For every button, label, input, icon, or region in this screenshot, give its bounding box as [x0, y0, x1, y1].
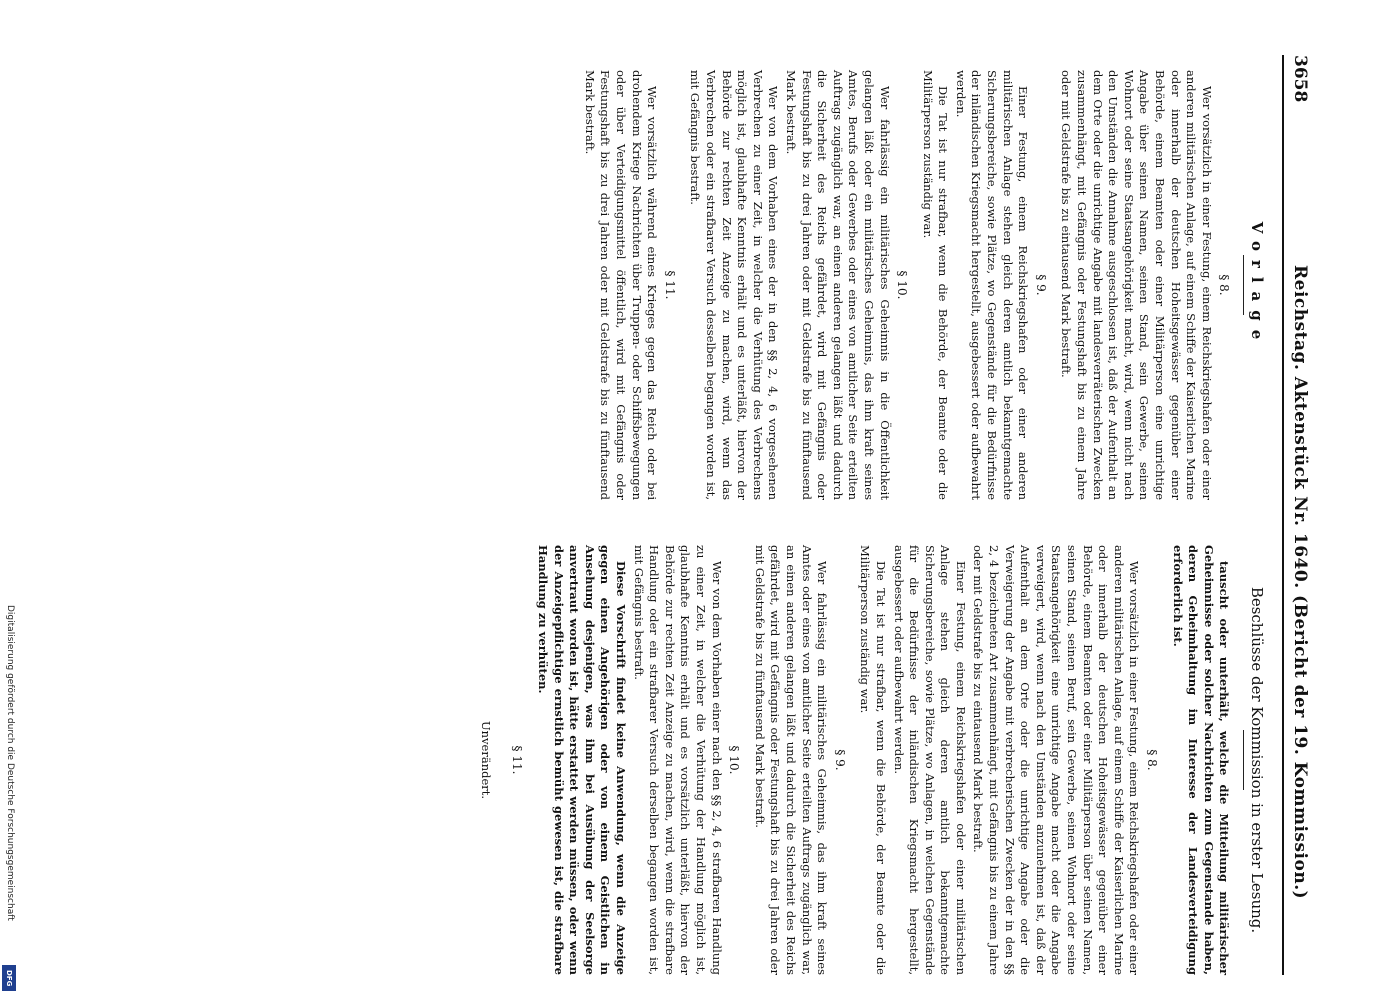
- column-rule: [1243, 730, 1244, 790]
- section-10-paragraph: Wer von dem Vorhaben einer nach den §§ 2, 4, 6 strafbaren Handlung zu einer Zeit, in welcher die Verhütung der Handlung möglich ist, glaubhafte Kenntnis erhält und es vorsätzlich unterläßt, hiervon der Behörde zur rechten Zeit Anzeige zu machen, wird, wenn die strafbare Handlung oder ein strafbarer Versuch derselben begangen worden ist, mit Gefängnis bestraft.: [631, 545, 724, 975]
- page-number: 3658: [1290, 55, 1310, 103]
- section-9-paragraph: Einer Festung, einem Reichskriegshafen oder einer anderen militärischen Anlage stehen gleich deren amtlich bekanntgemachte Sicherungsbereiche, sowie Plätze, wo Gegenstände für die Bedürfnisse der inländischen Kriegsmacht hergestellt, ausgebessert oder aufbewahrt werden.: [953, 70, 1031, 500]
- section-11-paragraph: Wer vorsätzlich während eines Krieges gegen das Reich oder bei drohendem Kriege Nachrichten über Truppen- oder Schiffsbewegungen oder über Verteidigungsmittel öffentlich, wird mit Gefängnis oder Festungshaft bis zu drei Jahren oder mit Geldstrafe bis zu fünftausend Mark bestraft.: [582, 70, 660, 500]
- dfg-logo: DFG: [2, 965, 16, 991]
- column-vorlage: [579, 70, 1270, 500]
- section-11-title: § 11.: [510, 745, 525, 775]
- section-9-title: § 9.: [1033, 274, 1048, 296]
- column-rule: [1243, 255, 1244, 315]
- section-9-paragraph-2: Die Tat ist nur strafbar, wenn die Behörde, der Beamte oder die Militärperson zuständig war.: [920, 70, 951, 500]
- column-heading-vorlage: Vorlage: [1248, 221, 1266, 349]
- header-rule: [1282, 55, 1284, 975]
- section-8-paragraph: Wer vorsätzlich in einer Festung, einem Reichskriegshafen oder einer anderen militärischen Anlage, auf einem Schiffe der Kaiserlichen Marine oder innerhalb der deutschen Hoheitsgewässer gegenüber einer Behörde, einem Beamten oder einer Militärperson über seinen Namen, seinen Stand, seinen Beruf, sein Gewerbe, seinen Wohnort oder seine Staatsangehörigkeit eine unrichtige Angabe macht oder die Angabe verweigert, wird, wenn nach den Umständen anzunehmen ist, daß der Aufenthalt an dem Orte oder die unrichtige Angabe oder die Verweigerung der Angabe mit verbrecherischen Zwecken der in den §§ 2, 4 bezeichneten Art zusammenhängt, mit Gefängnis bis zu einem Jahre oder mit Geldstrafe bis zu eintausend Mark bestraft.: [971, 545, 1142, 975]
- section-8-paragraph: Wer vorsätzlich in einer Festung, einem Reichskriegshafen oder einer anderen militärischen Anlage, auf einem Schiffe der Kaiserlichen Marine oder innerhalb der deutschen Hoheitsgewässer gegenüber einer Behörde, einem Beamten oder einer Militärperson eine unrichtige Angabe über seinen Namen, seinen Stand, sein Gewerbe, seinen Wohnort oder seine Staatsangehörigkeit macht, wird, wenn nicht nach den Umständen die Annahme ausgeschlossen ist, daß der Aufenthalt an dem Orte oder die unrichtige Angabe mit landesverräterischen Zwecken zusammenhängt, mit Gefängnis oder Festungshaft bis zu einem Jahre oder mit Geldstrafe bis zu eintausend Mark bestraft.: [1059, 70, 1214, 500]
- section-10-paragraph-2: Wer von dem Vorhaben eines der in den §§ 2, 4, 6 vorgesehenen Verbrechen zu einer Zeit, in welcher die Verhütung des Verbrechens möglich ist, glaubhafte Kenntnis erhält und es unterläßt, hiervon der Behörde zur rechten Zeit Anzeige zu machen, wird, wenn das Verbrechen oder ein strafbarer Versuch desselben begangen worden ist, mit Gefängnis bestraft.: [688, 70, 781, 500]
- page-title: Reichstag. Aktenstück Nr. 1640. (Bericht der 19. Kommission.): [1290, 265, 1310, 900]
- section-9-paragraph: Wer fahrlässig ein militärisches Geheimnis, das ihm kraft seines Amtes oder eines von amtlicher Seite erteilten Auftrags zugänglich war, an einen anderen gelangen läßt und dadurch die Sicherheit des Reichs gefährdet, wird mit Gefängnis oder Festungshaft bis zu drei Jahren oder mit Geldstrafe bis zu fünftausend Mark bestraft.: [752, 545, 830, 975]
- section-10-title: § 10.: [727, 745, 742, 775]
- section-8-title: § 8.: [1217, 274, 1232, 296]
- column-heading-beschluesse: Beschlüsse der Kommission in erster Lesung.: [1248, 586, 1266, 934]
- section-10-paragraph: Wer fahrlässig ein militärisches Geheimnis in die Öffentlichkeit gelangen läßt oder ein militärisches Geheimnis, das ihm kraft seines Amtes, Berufs oder Gewerbes oder eines von amtlicher Seite erteilten Auftrags zugänglich war, an einen anderen gelangen läßt und dadurch die Sicherheit des Reichs gefährdet, wird mit Gefängnis oder Festungshaft bis zu drei Jahren oder mit Geldstrafe bis zu fünftausend Mark bestraft.: [783, 70, 892, 500]
- digitization-credit: Digitalisierung gefördert durch die Deutsche Forschungsgemeinschaft: [5, 605, 15, 921]
- intro-paragraph: tauscht oder unterhält, welche die Mitteilung militärischer Geheimnisse oder solcher Nachrichten zum Gegenstande haben, deren Geheimhaltung im Interesse der Landesverteidigung erforderlich ist.: [1170, 545, 1232, 975]
- section-8-paragraph-2: Einer Festung, einem Reichskriegshafen oder einer militärischen Anlage stehen gleich deren amtlich bekanntgemachte Sicherungsbereiche, sowie Plätze, wo Anlagen, in welchen Gegenstände für die Bedürfnisse der inländischen Kriegsmacht hergestellt, ausgebessert oder aufbewahrt werden.: [891, 545, 968, 975]
- section-11-unchanged: Unverändert.: [478, 720, 493, 800]
- column-beschluesse: [467, 545, 1270, 975]
- section-8-title: § 8.: [1145, 749, 1160, 771]
- section-10-title: § 10.: [895, 270, 910, 300]
- section-8-paragraph-3: Die Tat ist nur strafbar, wenn die Behörde, der Beamte oder die Militärperson zuständig war.: [858, 545, 888, 975]
- section-9-title: § 9.: [832, 749, 847, 771]
- digitization-footer: [0, 0, 18, 1000]
- section-11-title: § 11.: [662, 270, 677, 300]
- section-10-paragraph-2: Diese Vorschrift findet keine Anwendung, wenn die Anzeige gegen einen Angehörigen oder von einem Geistlichen in Ansehung desjenigen, was ihm bei Ausübung der Seelsorge anvertraut worden ist, hätte erstattet werden müssen, oder wenn der Anzeigepflichtige ernstlich bemüht gewesen ist, die strafbare Handlung zu verhüten.: [536, 545, 629, 975]
